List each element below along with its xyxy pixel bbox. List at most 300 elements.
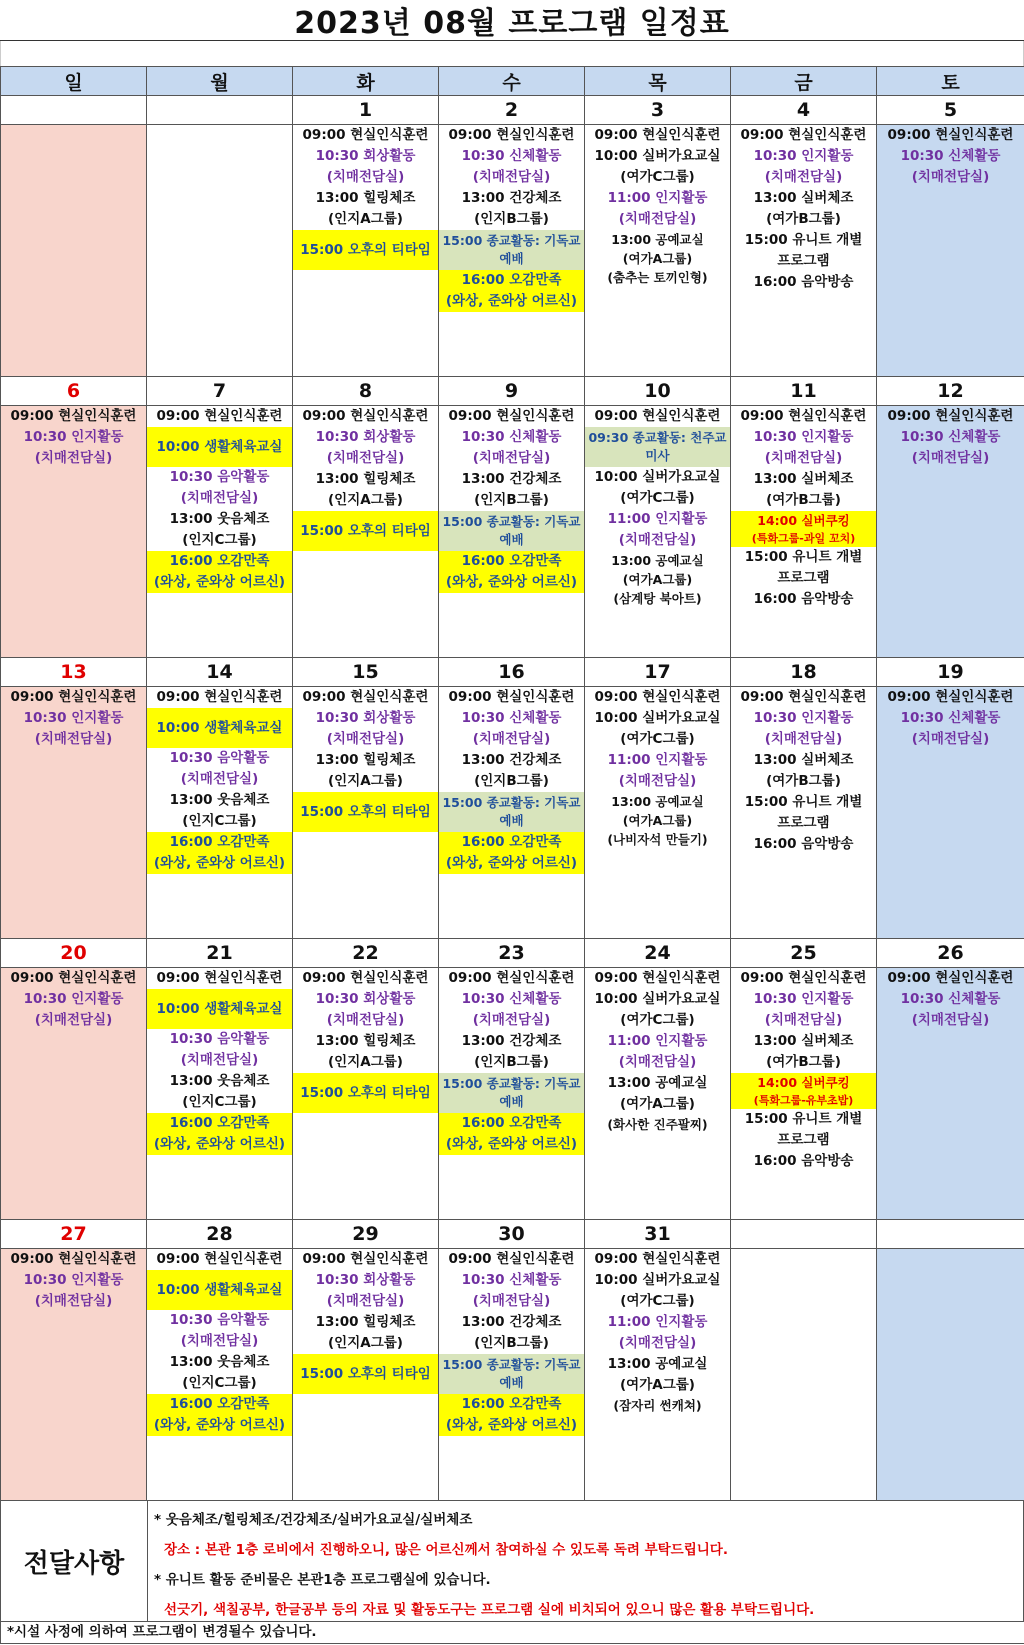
program-entry: (와상, 준와상 어르신) xyxy=(147,1134,292,1155)
day-cell xyxy=(877,1220,1024,1501)
program-entry: 09:00 현실인식훈련 xyxy=(740,689,867,705)
program-entry: 09:30 종교활동: 천주교 미사 xyxy=(585,427,730,467)
program-entry: (치매전담실) xyxy=(472,1012,551,1028)
weekday-header-row xyxy=(1,67,1024,96)
program-entry: (치매전담실) xyxy=(618,1054,697,1070)
program-entry: 13:00 힐링체조 xyxy=(315,190,416,206)
program-entry: (인지B그룹) xyxy=(474,211,549,227)
program-entry: (치매전담실) xyxy=(472,169,551,185)
day-number: 18 xyxy=(731,658,876,687)
program-entry: (특화그룹-과일 꼬치) xyxy=(731,530,876,547)
program-entry: 11:00 인지활동 xyxy=(607,190,708,206)
day-number: 13 xyxy=(1,658,146,687)
program-entry: 13:00 힐링체조 xyxy=(315,1033,416,1049)
program-entry: 10:30 인지활동 xyxy=(23,710,124,726)
program-entry: 09:00 현실인식훈련 xyxy=(740,127,867,143)
notice-label: 전달사항 xyxy=(1,1501,148,1621)
day-number: 5 xyxy=(877,96,1024,125)
day-cell xyxy=(293,658,439,939)
week-row xyxy=(1,658,1024,939)
program-entry: (잠자리 썬캐쳐) xyxy=(613,1398,702,1413)
program-entry: 13:00 힐링체조 xyxy=(315,471,416,487)
program-list xyxy=(731,406,876,610)
program-entry: 16:00 오감만족 xyxy=(147,1113,292,1134)
program-entry: 10:30 신체활동 xyxy=(900,710,1001,726)
footer-note: *시설 사정에 의하여 프로그램이 변경될수 있습니다. xyxy=(0,1621,1024,1644)
program-entry: (치매전담실) xyxy=(618,1335,697,1351)
program-entry: 10:30 신체활동 xyxy=(900,991,1001,1007)
day-cell xyxy=(147,658,293,939)
program-entry: 10:30 인지활동 xyxy=(23,991,124,1007)
program-entry: 13:00 웃음체조 xyxy=(169,792,270,808)
program-entry: (치매전담실) xyxy=(34,731,113,747)
program-entry: 10:00 생활체육교실 xyxy=(147,427,292,467)
program-entry: 10:30 인지활동 xyxy=(753,991,854,1007)
day-cell xyxy=(1,1220,147,1501)
program-list xyxy=(439,1249,584,1436)
day-cell xyxy=(147,939,293,1220)
program-entry: (특화그룹-유부초밥) xyxy=(731,1092,876,1109)
program-entry: 13:00 공예교실 xyxy=(611,553,704,568)
week-row xyxy=(1,939,1024,1220)
day-number: 10 xyxy=(585,377,730,406)
weekday-sun: 일 xyxy=(1,67,147,96)
program-entry: (인지B그룹) xyxy=(474,492,549,508)
program-entry: (인지C그룹) xyxy=(182,1375,257,1391)
program-entry: 09:00 현실인식훈련 xyxy=(448,408,575,424)
program-entry: 09:00 현실인식훈련 xyxy=(740,970,867,986)
program-entry: (여가A그룹) xyxy=(622,251,693,266)
notice-line: * 웃음체조/힐링체조/건강체조/실버가요교실/실버체조 xyxy=(154,1512,473,1528)
program-entry: (여가A그룹) xyxy=(620,1377,695,1393)
program-entry: 09:00 현실인식훈련 xyxy=(887,127,1014,143)
program-entry: (화사한 진주팔찌) xyxy=(607,1117,708,1132)
program-entry: 09:00 현실인식훈련 xyxy=(594,970,721,986)
program-list xyxy=(1,406,146,469)
day-number: 2 xyxy=(439,96,584,125)
program-entry: 09:00 현실인식훈련 xyxy=(10,1251,137,1267)
program-entry: 10:30 신체활동 xyxy=(461,429,562,445)
program-entry: 16:00 오감만족 xyxy=(147,832,292,853)
week-row xyxy=(1,96,1024,377)
program-entry: 13:00 실버체조 xyxy=(753,1033,854,1049)
program-list xyxy=(293,968,438,1113)
day-cell xyxy=(147,96,293,377)
program-entry: (치매전담실) xyxy=(180,1052,259,1068)
program-entry: (치매전담실) xyxy=(911,1012,990,1028)
program-list xyxy=(731,968,876,1172)
program-entry: 13:00 건강체조 xyxy=(461,1033,562,1049)
day-cell xyxy=(585,658,731,939)
program-entry: 13:00 웃음체조 xyxy=(169,1073,270,1089)
program-entry: 16:00 음악방송 xyxy=(753,591,854,607)
program-entry: 10:30 신체활동 xyxy=(461,148,562,164)
program-entry: (여가C그룹) xyxy=(620,169,695,185)
program-list xyxy=(585,125,730,287)
day-cell xyxy=(147,377,293,658)
program-entry: 16:00 오감만족 xyxy=(439,270,584,291)
day-cell xyxy=(731,939,877,1220)
day-number: 4 xyxy=(731,96,876,125)
program-entry: 10:30 인지활동 xyxy=(753,429,854,445)
program-list xyxy=(293,1249,438,1394)
program-entry: (치매전담실) xyxy=(911,450,990,466)
day-number xyxy=(877,1220,1024,1249)
day-cell xyxy=(731,658,877,939)
day-cell xyxy=(877,939,1024,1220)
program-entry: 13:00 웃음체조 xyxy=(169,1354,270,1370)
program-entry: (와상, 준와상 어르신) xyxy=(147,572,292,593)
program-list xyxy=(731,687,876,855)
program-entry: 13:00 건강체조 xyxy=(461,190,562,206)
program-entry: 09:00 현실인식훈련 xyxy=(448,127,575,143)
program-entry: 10:30 음악활동 xyxy=(169,469,270,485)
day-number: 8 xyxy=(293,377,438,406)
program-entry: 15:00 오후의 티타임 xyxy=(293,511,438,551)
week-row xyxy=(1,377,1024,658)
program-entry: (와상, 준와상 어르신) xyxy=(439,291,584,312)
program-entry: 11:00 인지활동 xyxy=(607,511,708,527)
program-entry: 09:00 현실인식훈련 xyxy=(594,689,721,705)
notice-body xyxy=(148,1501,1023,1621)
program-entry: 10:30 회상활동 xyxy=(315,1272,416,1288)
program-entry: 09:00 현실인식훈련 xyxy=(594,127,721,143)
weekday-wed: 수 xyxy=(439,67,585,96)
program-entry: 10:30 음악활동 xyxy=(169,1312,270,1328)
program-list xyxy=(147,406,292,593)
program-entry: 16:00 음악방송 xyxy=(753,274,854,290)
day-cell xyxy=(439,1220,585,1501)
program-entry: (여가B그룹) xyxy=(766,773,841,789)
day-cell xyxy=(585,377,731,658)
program-entry: 16:00 오감만족 xyxy=(439,1113,584,1134)
program-entry: (인지B그룹) xyxy=(474,1335,549,1351)
weekday-mon: 월 xyxy=(147,67,293,96)
day-cell xyxy=(439,96,585,377)
program-entry: 13:00 웃음체조 xyxy=(169,511,270,527)
program-entry: 16:00 음악방송 xyxy=(753,836,854,852)
program-entry: (와상, 준와상 어르신) xyxy=(147,853,292,874)
day-number: 12 xyxy=(877,377,1024,406)
program-list xyxy=(147,968,292,1155)
program-entry: (여가B그룹) xyxy=(766,1054,841,1070)
program-list xyxy=(585,406,730,608)
program-list xyxy=(1,1249,146,1312)
day-cell xyxy=(585,1220,731,1501)
program-entry: (치매전담실) xyxy=(326,450,405,466)
program-entry: (치매전담실) xyxy=(326,731,405,747)
day-cell xyxy=(1,939,147,1220)
program-entry: 09:00 현실인식훈련 xyxy=(156,970,283,986)
day-number: 20 xyxy=(1,939,146,968)
program-entry: 15:00 종교활동: 기독교 예배 xyxy=(439,1354,584,1394)
weekday-tue: 화 xyxy=(293,67,439,96)
program-entry: 15:00 종교활동: 기독교 예배 xyxy=(439,230,584,270)
program-entry: 10:30 인지활동 xyxy=(753,148,854,164)
program-entry: 16:00 오감만족 xyxy=(147,551,292,572)
program-entry: (치매전담실) xyxy=(326,1012,405,1028)
notice-line: 선긋기, 색칠공부, 한글공부 등의 자료 및 활동도구는 프로그램 실에 비치되어 있으니 많은 활용 부탁드립니다. xyxy=(164,1602,815,1618)
day-cell xyxy=(585,96,731,377)
day-cell xyxy=(293,1220,439,1501)
day-number: 7 xyxy=(147,377,292,406)
program-entry: 프로그램 xyxy=(777,815,830,831)
day-number: 16 xyxy=(439,658,584,687)
day-number xyxy=(731,1220,876,1249)
program-entry: (와상, 준와상 어르신) xyxy=(439,853,584,874)
program-entry: 13:00 힐링체조 xyxy=(315,1314,416,1330)
program-entry: (여가C그룹) xyxy=(620,731,695,747)
day-cell xyxy=(293,377,439,658)
program-entry: 프로그램 xyxy=(777,253,830,269)
program-entry: 10:30 회상활동 xyxy=(315,429,416,445)
page-title: 2023년 08월 프로그램 일정표 xyxy=(0,0,1024,41)
title-spacer xyxy=(0,41,1024,66)
program-entry: (인지C그룹) xyxy=(182,1094,257,1110)
day-number: 1 xyxy=(293,96,438,125)
day-cell xyxy=(147,1220,293,1501)
notice-line: 장소 : 본관 1층 로비에서 진행하오니, 많은 어르신께서 참여하실 수 있도록 독려 부탁드립니다. xyxy=(164,1542,728,1558)
day-number: 25 xyxy=(731,939,876,968)
day-number xyxy=(147,96,292,125)
program-entry: 15:00 종교활동: 기독교 예배 xyxy=(439,511,584,551)
day-number: 21 xyxy=(147,939,292,968)
program-entry: (인지A그룹) xyxy=(328,1335,403,1351)
program-entry: 11:00 인지활동 xyxy=(607,1033,708,1049)
program-entry: (치매전담실) xyxy=(326,169,405,185)
program-entry: 14:00 실버쿠킹 xyxy=(731,1073,876,1092)
program-entry: 10:00 실버가요교실 xyxy=(594,710,721,726)
program-entry: (여가B그룹) xyxy=(766,211,841,227)
program-list xyxy=(439,406,584,593)
program-entry: 15:00 오후의 티타임 xyxy=(293,230,438,270)
program-entry: 10:30 신체활동 xyxy=(461,1272,562,1288)
program-entry: (여가A그룹) xyxy=(622,813,693,828)
program-entry: 09:00 현실인식훈련 xyxy=(887,408,1014,424)
program-entry: 10:00 실버가요교실 xyxy=(594,469,721,485)
program-entry: 10:30 신체활동 xyxy=(461,991,562,1007)
program-entry: 15:00 오후의 티타임 xyxy=(293,1354,438,1394)
program-entry: (인지B그룹) xyxy=(474,1054,549,1070)
program-entry: 13:00 건강체조 xyxy=(461,1314,562,1330)
program-entry: (와상, 준와상 어르신) xyxy=(439,1415,584,1436)
program-list xyxy=(877,968,1024,1031)
calendar-body xyxy=(1,96,1024,1501)
program-entry: 14:00 실버쿠킹 xyxy=(731,511,876,530)
day-number: 11 xyxy=(731,377,876,406)
program-entry: (인지A그룹) xyxy=(328,492,403,508)
program-entry: 15:00 유니트 개별 xyxy=(744,1111,863,1127)
program-entry: 16:00 오감만족 xyxy=(147,1394,292,1415)
program-entry: 10:00 생활체육교실 xyxy=(147,989,292,1029)
program-entry: 16:00 오감만족 xyxy=(439,1394,584,1415)
day-number: 17 xyxy=(585,658,730,687)
program-entry: 09:00 현실인식훈련 xyxy=(887,970,1014,986)
day-number: 23 xyxy=(439,939,584,968)
program-entry: 10:30 인지활동 xyxy=(23,429,124,445)
program-entry: 09:00 현실인식훈련 xyxy=(156,1251,283,1267)
program-list xyxy=(877,687,1024,750)
program-entry: 09:00 현실인식훈련 xyxy=(448,689,575,705)
day-number: 15 xyxy=(293,658,438,687)
program-entry: 09:00 현실인식훈련 xyxy=(302,689,429,705)
program-list xyxy=(439,687,584,874)
program-entry: 10:30 음악활동 xyxy=(169,1031,270,1047)
day-number xyxy=(1,96,146,125)
program-entry: 10:00 실버가요교실 xyxy=(594,991,721,1007)
day-number: 9 xyxy=(439,377,584,406)
program-entry: 10:30 인지활동 xyxy=(753,710,854,726)
program-entry: (치매전담실) xyxy=(326,1293,405,1309)
program-entry: (치매전담실) xyxy=(34,1012,113,1028)
program-entry: 15:00 오후의 티타임 xyxy=(293,1073,438,1113)
program-list xyxy=(877,406,1024,469)
program-entry: 10:30 회상활동 xyxy=(315,710,416,726)
program-entry: (치매전담실) xyxy=(472,731,551,747)
program-entry: (치매전담실) xyxy=(472,1293,551,1309)
day-number: 14 xyxy=(147,658,292,687)
day-cell xyxy=(439,658,585,939)
program-entry: 09:00 현실인식훈련 xyxy=(887,689,1014,705)
program-entry: (인지B그룹) xyxy=(474,773,549,789)
program-entry: (춤추는 토끼인형) xyxy=(607,270,708,285)
program-entry: 09:00 현실인식훈련 xyxy=(448,970,575,986)
program-entry: 13:00 공예교실 xyxy=(607,1075,708,1091)
program-entry: (여가A그룹) xyxy=(620,1096,695,1112)
program-entry: (치매전담실) xyxy=(618,773,697,789)
program-entry: 09:00 현실인식훈련 xyxy=(740,408,867,424)
program-list xyxy=(439,125,584,312)
program-entry: 10:30 인지활동 xyxy=(23,1272,124,1288)
week-row xyxy=(1,1220,1024,1501)
program-entry: 16:00 오감만족 xyxy=(439,551,584,572)
program-entry: 11:00 인지활동 xyxy=(607,1314,708,1330)
program-entry: 09:00 현실인식훈련 xyxy=(156,408,283,424)
day-number: 19 xyxy=(877,658,1024,687)
program-entry: (치매전담실) xyxy=(618,532,697,548)
program-entry: (치매전담실) xyxy=(34,1293,113,1309)
program-list xyxy=(439,968,584,1155)
program-list xyxy=(585,1249,730,1415)
day-cell xyxy=(877,377,1024,658)
program-entry: 09:00 현실인식훈련 xyxy=(10,408,137,424)
program-entry: (나비자석 만들기) xyxy=(607,832,708,847)
weekday-thu: 목 xyxy=(585,67,731,96)
program-entry: 09:00 현실인식훈련 xyxy=(302,127,429,143)
program-entry: (치매전담실) xyxy=(911,169,990,185)
program-entry: 13:00 건강체조 xyxy=(461,471,562,487)
program-entry: (치매전담실) xyxy=(911,731,990,747)
program-entry: 프로그램 xyxy=(777,570,830,586)
program-entry: 15:00 종교활동: 기독교 예배 xyxy=(439,792,584,832)
program-entry: 10:00 생활체육교실 xyxy=(147,1270,292,1310)
program-entry: 10:30 신체활동 xyxy=(900,429,1001,445)
day-cell xyxy=(731,1220,877,1501)
day-number: 31 xyxy=(585,1220,730,1249)
program-entry: 10:00 실버가요교실 xyxy=(594,148,721,164)
program-entry: (치매전담실) xyxy=(34,450,113,466)
program-entry: 16:00 음악방송 xyxy=(753,1153,854,1169)
day-cell xyxy=(731,96,877,377)
day-cell xyxy=(439,377,585,658)
program-entry: 10:30 회상활동 xyxy=(315,991,416,1007)
day-cell xyxy=(877,658,1024,939)
program-entry: 15:00 유니트 개별 xyxy=(744,794,863,810)
program-entry: 13:00 건강체조 xyxy=(461,752,562,768)
day-number: 30 xyxy=(439,1220,584,1249)
weekday-fri: 금 xyxy=(731,67,877,96)
program-entry: 10:30 신체활동 xyxy=(900,148,1001,164)
day-number: 6 xyxy=(1,377,146,406)
day-cell xyxy=(585,939,731,1220)
program-entry: 프로그램 xyxy=(777,1132,830,1148)
program-entry: (치매전담실) xyxy=(180,490,259,506)
program-entry: 09:00 현실인식훈련 xyxy=(302,970,429,986)
program-entry: 10:30 신체활동 xyxy=(461,710,562,726)
program-entry: 15:00 유니트 개별 xyxy=(744,549,863,565)
program-entry: 09:00 현실인식훈련 xyxy=(448,1251,575,1267)
program-entry: 13:00 공예교실 xyxy=(611,794,704,809)
program-entry: (여가C그룹) xyxy=(620,490,695,506)
calendar-table xyxy=(0,66,1024,1501)
day-number: 29 xyxy=(293,1220,438,1249)
program-list xyxy=(877,125,1024,188)
program-entry: 09:00 현실인식훈련 xyxy=(156,689,283,705)
program-entry: (삼계탕 북아트) xyxy=(613,591,702,606)
program-entry: 13:00 공예교실 xyxy=(607,1356,708,1372)
program-entry: 10:00 실버가요교실 xyxy=(594,1272,721,1288)
program-list xyxy=(147,1249,292,1436)
program-entry: 13:00 공예교실 xyxy=(611,232,704,247)
program-entry: 09:00 현실인식훈련 xyxy=(10,689,137,705)
program-entry: 13:00 실버체조 xyxy=(753,752,854,768)
notice-box xyxy=(0,1500,1024,1622)
program-entry: 15:00 오후의 티타임 xyxy=(293,792,438,832)
day-number: 24 xyxy=(585,939,730,968)
weekday-sat: 토 xyxy=(877,67,1024,96)
program-entry: (와상, 준와상 어르신) xyxy=(439,1134,584,1155)
program-entry: (치매전담실) xyxy=(764,450,843,466)
day-number: 27 xyxy=(1,1220,146,1249)
program-list xyxy=(585,968,730,1134)
program-entry: (치매전담실) xyxy=(764,731,843,747)
program-list xyxy=(293,125,438,270)
program-entry: (여가C그룹) xyxy=(620,1012,695,1028)
program-list xyxy=(731,125,876,293)
program-entry: (치매전담실) xyxy=(764,169,843,185)
program-entry: (여가A그룹) xyxy=(622,572,693,587)
program-entry: 13:00 실버체조 xyxy=(753,471,854,487)
program-list xyxy=(1,687,146,750)
program-entry: 09:00 현실인식훈련 xyxy=(302,408,429,424)
program-entry: (치매전담실) xyxy=(472,450,551,466)
program-list xyxy=(147,687,292,874)
day-cell xyxy=(877,96,1024,377)
day-number: 26 xyxy=(877,939,1024,968)
day-number: 3 xyxy=(585,96,730,125)
program-entry: (인지C그룹) xyxy=(182,532,257,548)
day-cell xyxy=(1,377,147,658)
program-entry: (인지A그룹) xyxy=(328,773,403,789)
program-entry: 10:30 음악활동 xyxy=(169,750,270,766)
program-list xyxy=(293,687,438,832)
program-entry: (인지C그룹) xyxy=(182,813,257,829)
program-entry: (여가C그룹) xyxy=(620,1293,695,1309)
program-entry: (치매전담실) xyxy=(764,1012,843,1028)
program-entry: 10:30 회상활동 xyxy=(315,148,416,164)
program-entry: (치매전담실) xyxy=(618,211,697,227)
program-list xyxy=(293,406,438,551)
